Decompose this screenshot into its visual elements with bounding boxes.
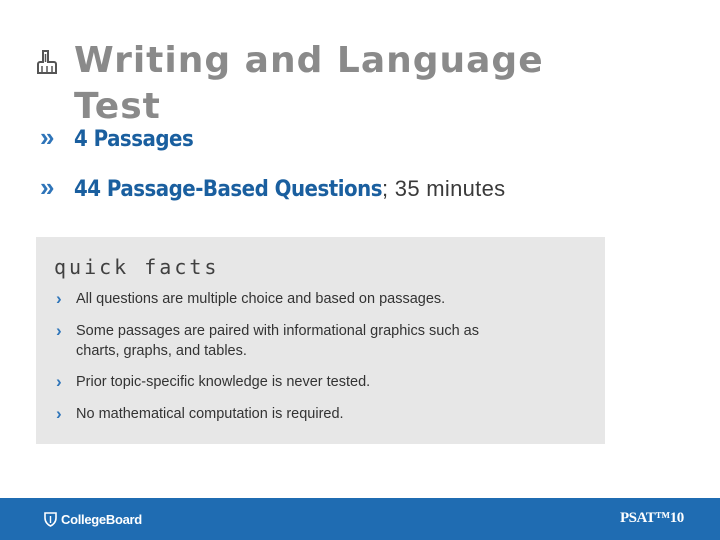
bullet-plain-text: ; 35 minutes — [381, 176, 506, 201]
chevron-right-icon: › — [56, 321, 62, 340]
bullet-questions — [40, 172, 505, 203]
fact-item — [56, 289, 506, 309]
college-board-logo — [44, 511, 142, 527]
fact-item — [56, 321, 506, 361]
fact-item — [56, 404, 506, 424]
fact-text: Some passages are paired with informational graphics such as charts, graphs, and tables. — [76, 323, 479, 359]
footer-bar — [0, 498, 720, 540]
quick-facts-panel — [36, 237, 605, 444]
fact-text: Prior topic-specific knowledge is never tested. — [76, 374, 371, 390]
chevron-right-icon: › — [56, 404, 62, 423]
slide-title: Writing and Language Test — [74, 40, 544, 127]
fact-text: All questions are multiple choice and based on passages. — [76, 291, 446, 307]
fact-item — [56, 372, 506, 392]
double-chevron-icon: » — [40, 122, 51, 152]
chevron-right-icon: › — [56, 372, 62, 391]
hand-point-icon — [32, 48, 62, 78]
quick-facts-heading: quick facts — [54, 255, 220, 279]
psat-10-logo: PSAT™10 — [620, 510, 684, 526]
double-chevron-icon: » — [40, 172, 51, 202]
acorn-icon — [44, 511, 57, 527]
bullet-strong-text: 44 Passage-Based Questions — [74, 177, 382, 202]
fact-text: No mathematical computation is required. — [76, 406, 344, 422]
chevron-right-icon: › — [56, 289, 62, 308]
bullet-strong-text: 4 Passages — [74, 127, 194, 152]
bullet-passages — [40, 122, 193, 153]
brand-name: CollegeBoard — [61, 511, 142, 527]
